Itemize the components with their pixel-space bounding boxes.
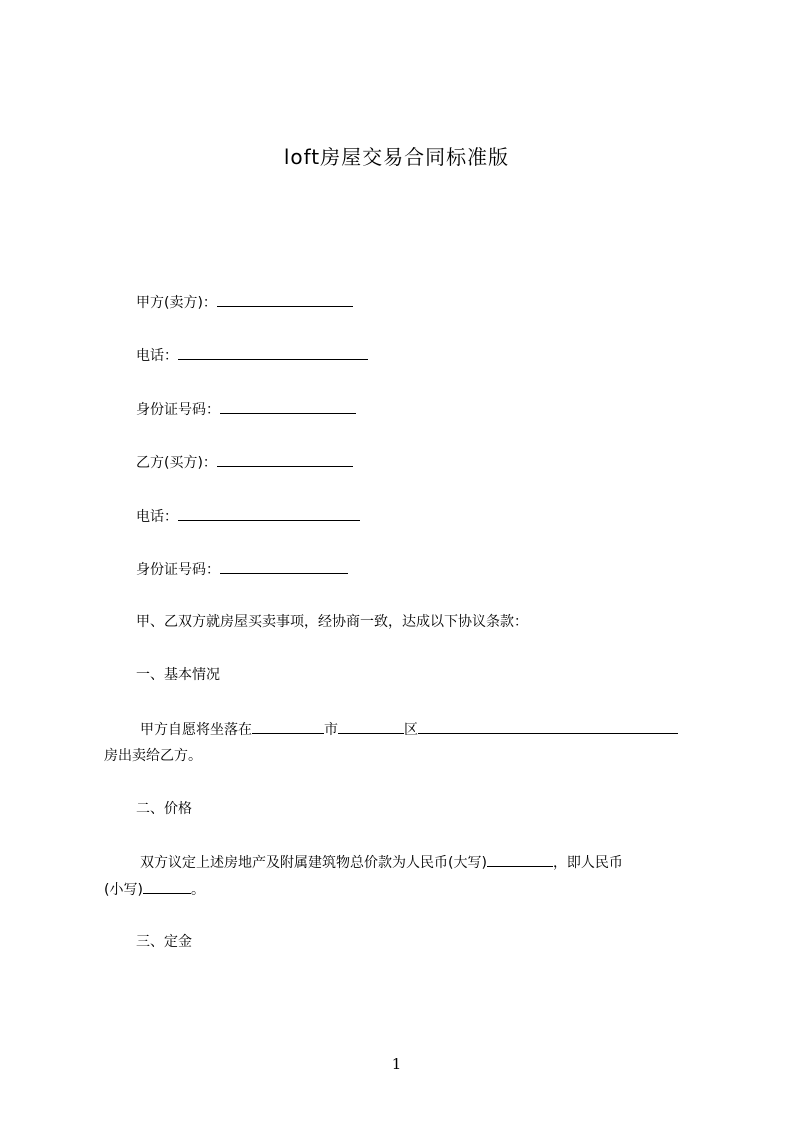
party-b-id-line [136,559,348,580]
party-b-name-blank [217,452,353,467]
address-blank [418,719,678,734]
city-label: 市 [324,722,338,738]
party-b-label: 乙方(买方)： [136,455,217,471]
page-number: 1 [391,1055,402,1073]
party-b-id-blank [220,559,348,574]
section-1-line-1 [140,719,678,740]
intro-paragraph: 甲、乙双方就房屋买卖事项，经协商一致，达成以下协议条款： [136,614,528,630]
party-b-phone-label: 电话： [136,509,178,525]
party-a-phone-label: 电话： [136,348,178,364]
party-a-id-blank [220,399,356,414]
district-label: 区 [404,722,418,738]
party-a-name-blank [217,292,353,307]
price-uppercase-blank [487,852,553,867]
section-1-heading: 一、基本情况 [136,667,220,683]
district-blank [338,719,404,734]
party-b-id-label: 身份证号码： [136,562,220,578]
price-end: 。 [190,882,205,898]
price-text: 双方议定上述房地产及附属建筑物总价款为人民币(大写) [140,855,487,871]
party-b-phone-blank [178,506,360,521]
party-a-id-label: 身份证号码： [136,402,220,418]
section-2-line-2 [104,879,205,900]
price-lowercase-label: (小写) [104,882,143,898]
document-title: loft房屋交易合同标准版 [283,145,510,169]
price-lowercase-blank [143,879,191,894]
party-b-phone-line [136,506,360,527]
party-a-phone-blank [178,345,368,360]
city-blank [252,719,324,734]
price-text-2: ，即人民币 [552,855,623,871]
section-2-line-1 [140,852,623,873]
party-a-line [136,292,353,313]
party-a-phone-line [136,345,368,366]
party-a-label: 甲方(卖方)： [136,295,217,311]
section-2-heading: 二、价格 [136,801,192,817]
section-1-text: 甲方自愿将坐落在 [140,722,252,738]
section-3-heading: 三、定金 [136,934,192,950]
section-1-line-2: 房出卖给乙方。 [104,748,202,764]
party-a-id-line [136,399,356,420]
party-b-line [136,452,353,473]
